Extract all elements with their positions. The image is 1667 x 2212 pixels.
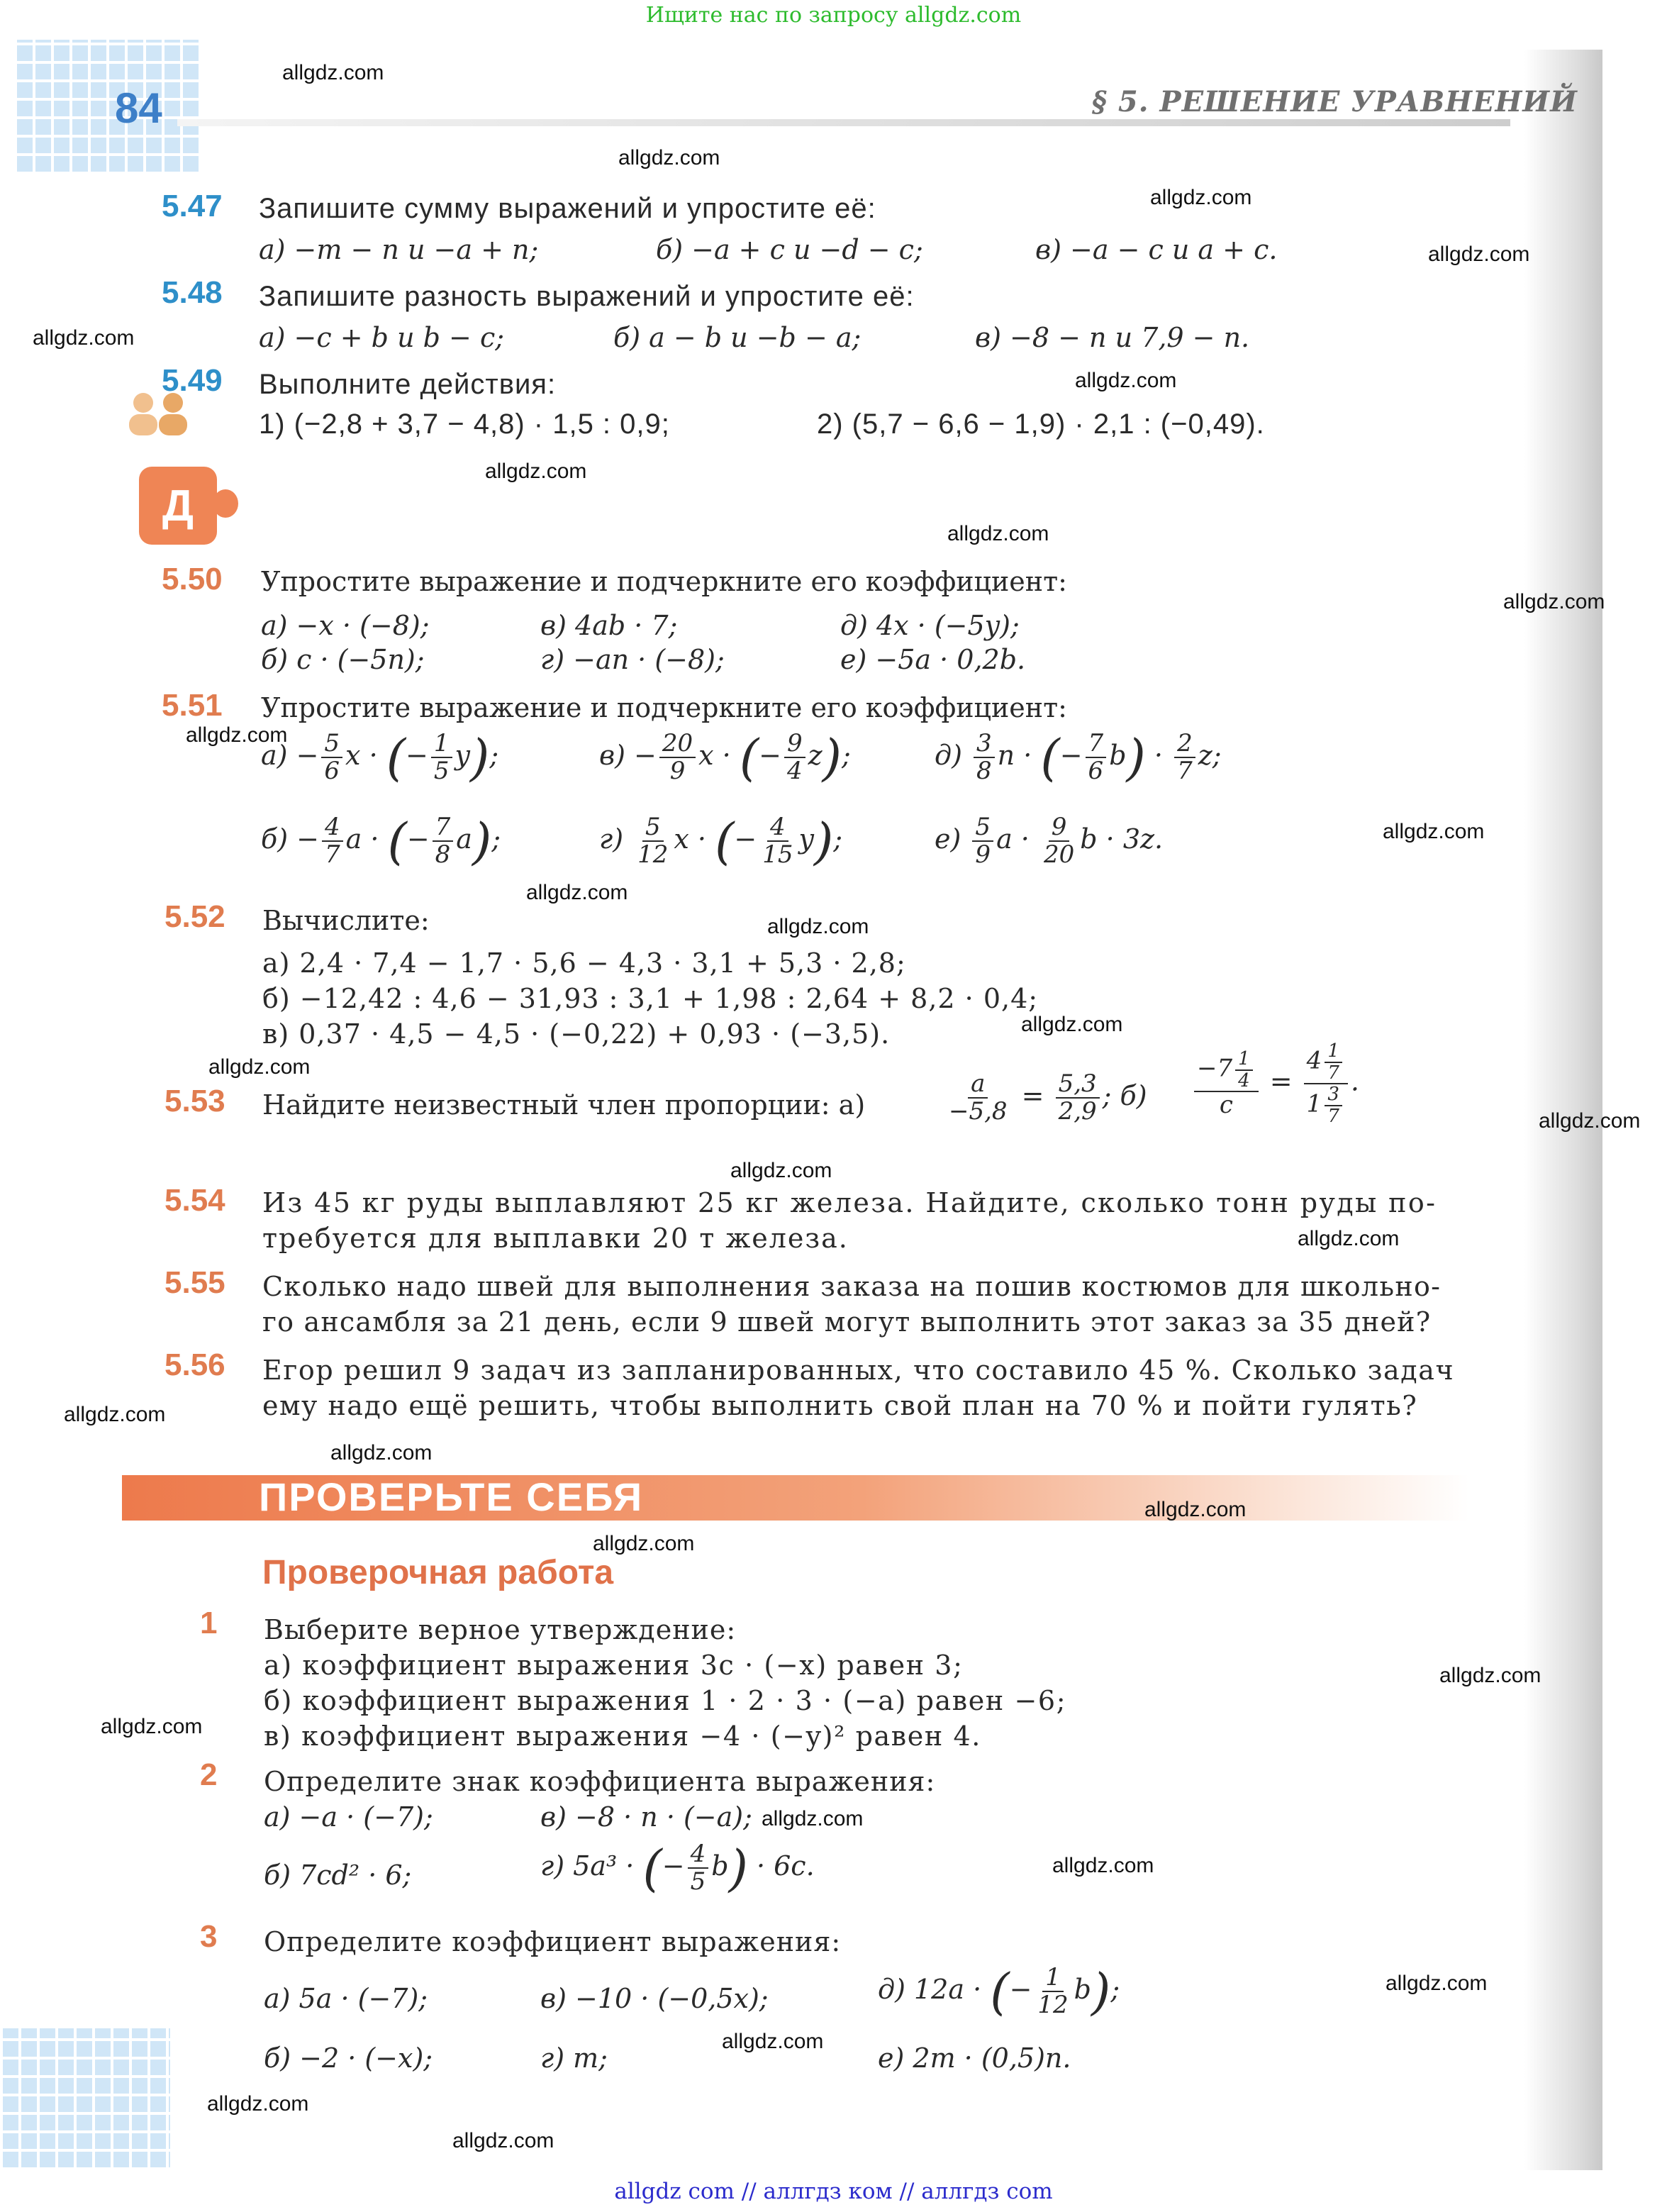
fraction: $\frac{7}{6}$ [1086, 730, 1107, 785]
problem-text: Выполните действия: [259, 369, 557, 400]
header-rule [177, 119, 1510, 126]
mixed-fraction: $\frac{1}{7}$ [1325, 1041, 1342, 1083]
option-c: в) −8 · n · (−a); [540, 1801, 752, 1833]
option-b: б) −2 · (−x); [264, 2043, 433, 2074]
item-e: д) 4x · (−5y); [840, 610, 1020, 641]
fraction: $\frac{a}{-5,8}$ [949, 1069, 1008, 1126]
problem-number: 5.53 [165, 1084, 225, 1118]
watermark[interactable]: allgdz.com [1150, 186, 1252, 209]
problem-line-2: требуется для выплавки 20 т железа. [262, 1223, 849, 1254]
problem-text: Найдите неизвестный член пропорции: а) [262, 1089, 866, 1121]
watermark[interactable]: allgdz.com [1386, 1972, 1488, 1995]
watermark[interactable]: allgdz.com [1052, 1854, 1154, 1877]
problem-number: 5.48 [162, 275, 223, 310]
problem-line-1: Сколько надо швей для выполнения заказа на пошив костюмов для школьно- [262, 1271, 1442, 1302]
fraction: $\frac{2}{7}$ [1174, 730, 1195, 785]
item-b: б) − $\frac{4}{7}$ a · (− $\frac{7}{8}$ a); [261, 812, 501, 871]
fraction: $\frac{3}{8}$ [974, 730, 995, 785]
option-c: в) коэффициент выражения −4 · (−y)² равен 4. [264, 1721, 981, 1752]
option-b: б) коэффициент выражения 1 · 2 · 3 · (−a) равен −6; [264, 1685, 1067, 1716]
fraction: $\frac{5}{9}$ [972, 814, 993, 869]
watermark[interactable]: allgdz.com [1439, 1664, 1541, 1687]
proportion-a: $\frac{a}{-5,8}$ = $\frac{5,3}{2,9}$ ; б) [943, 1071, 1147, 1126]
question-number: 3 [200, 1919, 218, 1954]
option-a: а) −a · (−7); [264, 1801, 433, 1833]
item-a: а) −x · (−8); [261, 610, 430, 641]
proportion-b: −7 $\frac{1}{4}$ c = 4 $\frac{1}{7}$ 1 $\frac{3}{7}$ . [1191, 1041, 1359, 1126]
watermark[interactable]: allgdz.com [452, 2129, 554, 2152]
problem-number: 5.47 [162, 189, 223, 223]
item-c: в) 4ab · 7; [540, 610, 678, 641]
watermark[interactable]: allgdz.com [947, 522, 1049, 545]
fraction: $\frac{5,3}{2,9}$ [1056, 1071, 1100, 1126]
watermark[interactable]: allgdz.com [33, 326, 135, 350]
work-title: Проверочная работа [262, 1554, 614, 1591]
option-d: г) m; [540, 2043, 608, 2074]
watermark[interactable]: allgdz.com [1503, 590, 1605, 613]
corner-grid-pattern-bottom [0, 2028, 170, 2170]
item-b: б) c · (−5n); [261, 644, 425, 675]
watermark[interactable]: allgdz.com [282, 61, 384, 84]
item-d: г) −an · (−8); [540, 644, 725, 675]
watermark[interactable]: allgdz.com [101, 1715, 203, 1738]
item-b: б) −a + c и −d − c; [656, 234, 923, 265]
fraction: $\frac{4}{7}$ [322, 814, 343, 869]
fraction: $\frac{20}{9}$ [659, 730, 696, 785]
item-c: в) −a − c и a + c. [1035, 234, 1278, 265]
fraction: $\frac{4}{15}$ [762, 813, 793, 869]
watermark[interactable]: allgdz.com [64, 1403, 166, 1426]
question-text: Выберите верное утверждение: [264, 1614, 737, 1645]
item-1: 1) (−2,8 + 3,7 − 4,8) · 1,5 : 0,9; [259, 409, 670, 440]
section-title: ПРОВЕРЬТЕ СЕБЯ [259, 1474, 644, 1519]
fraction: $\frac{9}{20}$ [1043, 813, 1075, 869]
question-number: 1 [200, 1606, 218, 1640]
option-a: а) 5a · (−7); [264, 1983, 428, 2014]
watermark[interactable]: allgdz.com [762, 1807, 864, 1830]
item-a: а) −c + b и b − c; [259, 322, 505, 353]
item-b: б) a − b и −b − a; [613, 322, 862, 353]
item-a: а) −m − n и −a + n; [259, 234, 539, 265]
fraction: $\frac{1}{5}$ [431, 730, 452, 785]
watermark[interactable]: allgdz.com [1383, 820, 1485, 843]
problem-line-2: го ансамбля за 21 день, если 9 швей могут выполнить этот заказ за 35 дней? [262, 1306, 1432, 1338]
watermark[interactable]: allgdz.com [618, 146, 720, 169]
problem-number: 5.55 [165, 1265, 225, 1300]
item-label: а) [261, 739, 288, 771]
item-f: е) −5a · 0,2b. [840, 644, 1026, 675]
watermark[interactable]: allgdz.com [1075, 369, 1177, 392]
fraction: −7 $\frac{1}{4}$ c [1194, 1049, 1259, 1119]
fraction: $\frac{4}{5}$ [688, 1841, 709, 1896]
item-c: в) −8 − n и 7,9 − n. [975, 322, 1250, 353]
watermark[interactable]: allgdz.com [1144, 1498, 1247, 1521]
problem-line-1: Из 45 кг руды выплавляют 25 кг железа. Найдите, сколько тонн руды по- [262, 1187, 1437, 1218]
watermark[interactable]: allgdz.com [208, 1055, 311, 1079]
mixed-fraction: $\frac{1}{4}$ [1235, 1049, 1253, 1091]
item-a: а) 2,4 · 7,4 − 1,7 · 5,6 − 4,3 · 3,1 + 5,3 · 2,8; [262, 947, 906, 979]
corner-grid-pattern [14, 40, 199, 174]
watermark[interactable]: allgdz.com [722, 2030, 824, 2053]
problem-number: 5.51 [162, 688, 223, 723]
section-header: § 5. РЕШЕНИЕ УРАВНЕНИЙ [1092, 85, 1578, 118]
watermark[interactable]: allgdz.com [767, 915, 869, 938]
watermark[interactable]: allgdz.com [1428, 243, 1530, 266]
option-a: а) коэффициент выражения 3c · (−x) равен 3; [264, 1650, 964, 1681]
item-e: д) $\frac{3}{8}$ n · (− $\frac{7}{6}$ b) · $\frac{2}{7}$ z; [935, 728, 1222, 787]
option-c: в) −10 · (−0,5x); [540, 1983, 769, 2014]
bottom-banner[interactable]: allgdz com // аллгдз ком // аллгдз com [614, 2179, 1053, 2204]
watermark[interactable]: allgdz.com [730, 1159, 832, 1182]
fraction: $\frac{5}{6}$ [321, 730, 342, 785]
watermark[interactable]: allgdz.com [485, 460, 587, 483]
item-c: в) 0,37 · 4,5 − 4,5 · (−0,22) + 0,93 · (−3,5). [262, 1018, 891, 1050]
watermark[interactable]: allgdz.com [207, 2092, 309, 2116]
problem-line-1: Егор решил 9 задач из запланированных, что составило 45 %. Сколько задач [262, 1355, 1455, 1386]
watermark[interactable]: allgdz.com [1021, 1013, 1123, 1036]
option-e: д) 12a · (− $\frac{1}{12}$ b); [878, 1962, 1120, 2021]
problem-number: 5.52 [165, 899, 225, 934]
watermark[interactable]: allgdz.com [526, 881, 628, 904]
item-label: д) [935, 739, 962, 771]
question-text: Определите коэффициент выражения: [264, 1926, 842, 1957]
item-c: в) − $\frac{20}{9}$ x · (− $\frac{9}{4}$ z); [599, 728, 851, 787]
problem-text: Вычислите: [262, 905, 430, 936]
watermark[interactable]: allgdz.com [1539, 1109, 1641, 1133]
problem-number: 5.54 [165, 1183, 225, 1218]
item-label: г) [599, 823, 624, 855]
fraction: 4 $\frac{1}{7}$ 1 $\frac{3}{7}$ [1304, 1041, 1348, 1126]
problem-text: Запишите разность выражений и упростите её: [259, 281, 915, 312]
item-2: 2) (5,7 − 6,6 − 1,9) · 2,1 : (−0,49). [817, 409, 1265, 440]
option-b: б) 7cd² · 6; [264, 1860, 412, 1891]
top-banner[interactable]: Ищите нас по запросу allgdz.com [645, 3, 1022, 28]
option-f: е) 2m · (0,5)n. [878, 2043, 1071, 2074]
fraction: $\frac{9}{4}$ [784, 730, 805, 785]
item-label: е) [935, 823, 961, 855]
watermark[interactable]: allgdz.com [593, 1532, 695, 1555]
item-label: б) [261, 823, 289, 855]
page-number: 84 [115, 84, 162, 132]
option-d: г) 5a³ · (− $\frac{4}{5}$ b) · 6c. [540, 1839, 815, 1898]
problem-line-2: ему надо ещё решить, чтобы выполнить свой план на 70 % и пойти гулять? [262, 1390, 1418, 1421]
watermark[interactable]: allgdz.com [330, 1441, 433, 1465]
mixed-fraction: $\frac{3}{7}$ [1325, 1084, 1342, 1126]
fraction: $\frac{1}{12}$ [1037, 1963, 1069, 2020]
problem-number: 5.56 [165, 1347, 225, 1382]
watermark[interactable]: allgdz.com [186, 723, 288, 747]
problem-text: Упростите выражение и подчеркните его коэффициент: [261, 566, 1067, 597]
fraction: $\frac{5}{12}$ [637, 813, 669, 869]
problem-text: Упростите выражение и подчеркните его коэффициент: [261, 692, 1067, 723]
problem-text: Запишите сумму выражений и упростите её: [259, 193, 876, 224]
problem-number: 5.49 [162, 363, 223, 398]
fraction: $\frac{7}{8}$ [433, 814, 454, 869]
question-text: Определите знак коэффициента выражения: [264, 1766, 936, 1797]
item-d: г) $\frac{5}{12}$ x · (− $\frac{4}{15}$ y); [599, 812, 843, 871]
item-f: е) $\frac{5}{9}$ a · $\frac{9}{20}$ b · 3z. [935, 813, 1164, 869]
d-section-badge: Д [139, 467, 217, 545]
item-b: б) −12,42 : 4,6 − 31,93 : 3,1 + 1,98 : 2,64 + 8,2 · 0,4; [262, 983, 1039, 1014]
problem-number: 5.50 [162, 562, 223, 596]
question-number: 2 [200, 1757, 218, 1792]
item-label: в) [599, 739, 625, 771]
item-a: а) − $\frac{5}{6}$ x · (− $\frac{1}{5}$ y); [261, 728, 499, 787]
watermark[interactable]: allgdz.com [1298, 1227, 1400, 1250]
